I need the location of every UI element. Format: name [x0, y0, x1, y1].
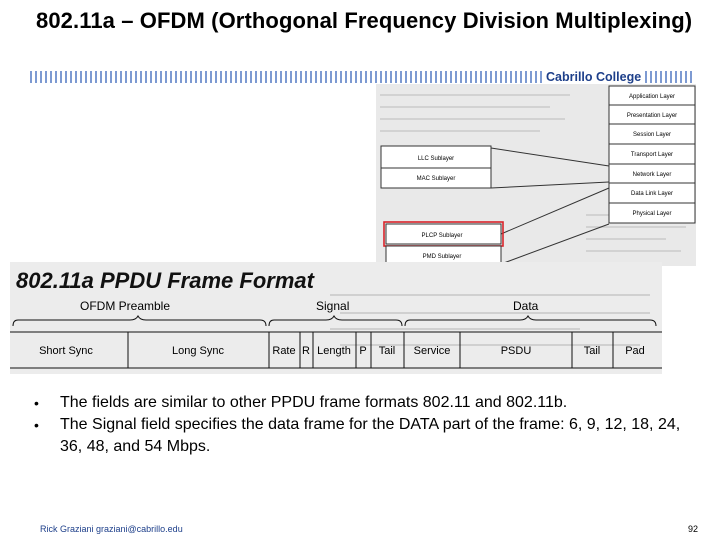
header-stripe — [175, 71, 177, 83]
group-label: Signal — [316, 299, 350, 313]
header-stripe — [335, 71, 337, 83]
header-stripe — [230, 71, 232, 83]
header-stripe — [190, 71, 192, 83]
header-stripe — [515, 71, 517, 83]
bullet-marker: • — [34, 395, 39, 411]
header-stripe — [285, 71, 287, 83]
header-stripe — [380, 71, 382, 83]
header-stripe — [140, 71, 142, 83]
header-stripe — [535, 71, 537, 83]
header-stripe — [195, 71, 197, 83]
header-stripe — [65, 71, 67, 83]
header-stripe — [430, 71, 432, 83]
header-stripe — [525, 71, 527, 83]
field-label: Tail — [583, 345, 601, 357]
bullet-item — [34, 392, 704, 414]
header-stripe — [320, 71, 322, 83]
header-stripe — [160, 71, 162, 83]
field-label: PSDU — [500, 345, 532, 357]
header-stripe — [370, 71, 372, 83]
header-stripe — [475, 71, 477, 83]
osi-layer-label: Application Layer — [628, 94, 676, 100]
header-stripe — [465, 71, 467, 83]
header-stripe — [500, 71, 502, 83]
osi-layer-label: Transport Layer — [630, 152, 674, 158]
page-number: 92 — [688, 524, 699, 534]
header-stripe — [60, 71, 62, 83]
sublayer-label: PLCP Sublayer — [421, 233, 463, 239]
header-stripe — [440, 71, 442, 83]
header-stripe — [100, 71, 102, 83]
header-stripe — [180, 71, 182, 83]
header-stripe — [470, 71, 472, 83]
osi-layer-label: Network Layer — [632, 172, 672, 178]
header-stripe — [480, 71, 482, 83]
ppdu-heading: 802.11a PPDU Frame Format — [16, 268, 314, 293]
header-stripe — [295, 71, 297, 83]
header-stripe — [405, 71, 407, 83]
header-stripe — [225, 71, 227, 83]
header-stripe — [45, 71, 47, 83]
header-stripe — [645, 71, 647, 83]
header-stripe — [235, 71, 237, 83]
header-stripe — [665, 71, 667, 83]
osi-sublayer-figure — [376, 84, 696, 266]
header-stripe — [110, 71, 112, 83]
brand-logo-text: Cabrillo College — [543, 71, 644, 84]
header-stripe — [420, 71, 422, 83]
header-stripe — [670, 71, 672, 83]
sublayer-label: PMD Sublayer — [422, 254, 462, 260]
header-stripe — [105, 71, 107, 83]
bullet-text: The Signal field specifies the data frame for the DATA part of the frame: 6, 9, 12, 18, 24, 36, 48, and 54 Mbps. — [60, 416, 681, 455]
header-stripe — [260, 71, 262, 83]
header-stripe — [330, 71, 332, 83]
header-stripe — [660, 71, 662, 83]
header-stripe — [450, 71, 452, 83]
header-stripe — [435, 71, 437, 83]
header-stripe — [425, 71, 427, 83]
physical-sublayers — [384, 222, 503, 264]
header-stripe — [165, 71, 167, 83]
sublayer-label: LLC Sublayer — [417, 156, 455, 162]
header-stripe — [455, 71, 457, 83]
header-stripe — [365, 71, 367, 83]
header-stripe — [215, 71, 217, 83]
sublayer-label: MAC Sublayer — [416, 176, 456, 182]
group-label: Data — [513, 299, 539, 313]
header-stripe — [95, 71, 97, 83]
header-stripe — [210, 71, 212, 83]
header-stripe — [290, 71, 292, 83]
header-stripe — [85, 71, 87, 83]
header-stripe — [300, 71, 302, 83]
header-stripe — [510, 71, 512, 83]
field-label: Tail — [378, 345, 396, 357]
ppdu-frame-format-figure — [10, 262, 662, 374]
footer-author: Rick Graziani graziani@cabrillo.edu — [40, 524, 183, 534]
header-stripe — [325, 71, 327, 83]
field-label: Pad — [625, 345, 645, 357]
header-stripe — [415, 71, 417, 83]
field-label: R — [302, 345, 310, 357]
header-stripe — [130, 71, 132, 83]
header-stripe — [145, 71, 147, 83]
header-stripe — [505, 71, 507, 83]
header-stripe — [445, 71, 447, 83]
header-stripe — [240, 71, 242, 83]
header-stripe — [250, 71, 252, 83]
header-stripe — [245, 71, 247, 83]
field-label: Length — [317, 345, 351, 357]
bullet-text: The fields are similar to other PPDU frame formats 802.11 and 802.11b. — [60, 394, 568, 411]
header-stripe — [350, 71, 352, 83]
field-label: P — [359, 345, 367, 357]
osi-layer-label: Session Layer — [632, 132, 672, 138]
bullet-list — [34, 392, 704, 458]
header-stripe — [35, 71, 37, 83]
header-stripe — [40, 71, 42, 83]
header-stripe — [275, 71, 277, 83]
header-stripe — [205, 71, 207, 83]
osi-layer-label: Data Link Layer — [630, 191, 674, 197]
header-stripe — [220, 71, 222, 83]
group-label: OFDM Preamble — [80, 299, 171, 313]
header-stripe — [125, 71, 127, 83]
header-stripe — [200, 71, 202, 83]
header-stripe — [150, 71, 152, 83]
header-stripe — [675, 71, 677, 83]
header-stripe — [75, 71, 77, 83]
header-stripe — [680, 71, 682, 83]
header-stripe — [460, 71, 462, 83]
header-stripe — [70, 71, 72, 83]
header-stripe — [30, 71, 32, 83]
header-stripe — [650, 71, 652, 83]
header-stripe — [355, 71, 357, 83]
header-stripe — [170, 71, 172, 83]
header-stripe — [540, 71, 542, 83]
header-stripe — [490, 71, 492, 83]
header-stripe — [135, 71, 137, 83]
field-label: Long Sync — [172, 345, 224, 357]
header-stripe — [485, 71, 487, 83]
osi-layer-label: Physical Layer — [632, 211, 672, 217]
osi-layer-stack — [609, 86, 695, 223]
header-stripe — [385, 71, 387, 83]
header-stripe — [280, 71, 282, 83]
header-stripe — [395, 71, 397, 83]
header-stripe — [390, 71, 392, 83]
header-stripe — [685, 71, 687, 83]
header-stripe — [80, 71, 82, 83]
header-stripe — [310, 71, 312, 83]
bullet-item — [34, 414, 704, 458]
header-stripe — [495, 71, 497, 83]
header-stripe — [690, 71, 692, 83]
header-stripe — [520, 71, 522, 83]
osi-layer-label: Presentation Layer — [626, 113, 678, 119]
slide-title: 802.11a – OFDM (Orthogonal Frequency Division Multiplexing) — [36, 8, 693, 33]
header-stripe — [410, 71, 412, 83]
bullet-marker: • — [34, 417, 39, 433]
header-stripe — [315, 71, 317, 83]
header-stripe — [185, 71, 187, 83]
header-stripe — [530, 71, 532, 83]
field-label: Short Sync — [39, 345, 93, 357]
header-stripe — [340, 71, 342, 83]
header-stripe — [115, 71, 117, 83]
data-link-sublayers — [381, 146, 491, 188]
header-stripe — [90, 71, 92, 83]
header-stripe — [270, 71, 272, 83]
header-stripe — [400, 71, 402, 83]
header-stripe — [120, 71, 122, 83]
header-stripe — [345, 71, 347, 83]
field-label: Rate — [272, 345, 296, 357]
header-stripe — [265, 71, 267, 83]
header-stripe — [55, 71, 57, 83]
header-stripe — [360, 71, 362, 83]
header-stripe — [155, 71, 157, 83]
header-stripe — [375, 71, 377, 83]
field-label: Service — [413, 345, 451, 357]
header-stripe — [255, 71, 257, 83]
header-stripe — [305, 71, 307, 83]
header-stripe — [655, 71, 657, 83]
header-stripe — [50, 71, 52, 83]
